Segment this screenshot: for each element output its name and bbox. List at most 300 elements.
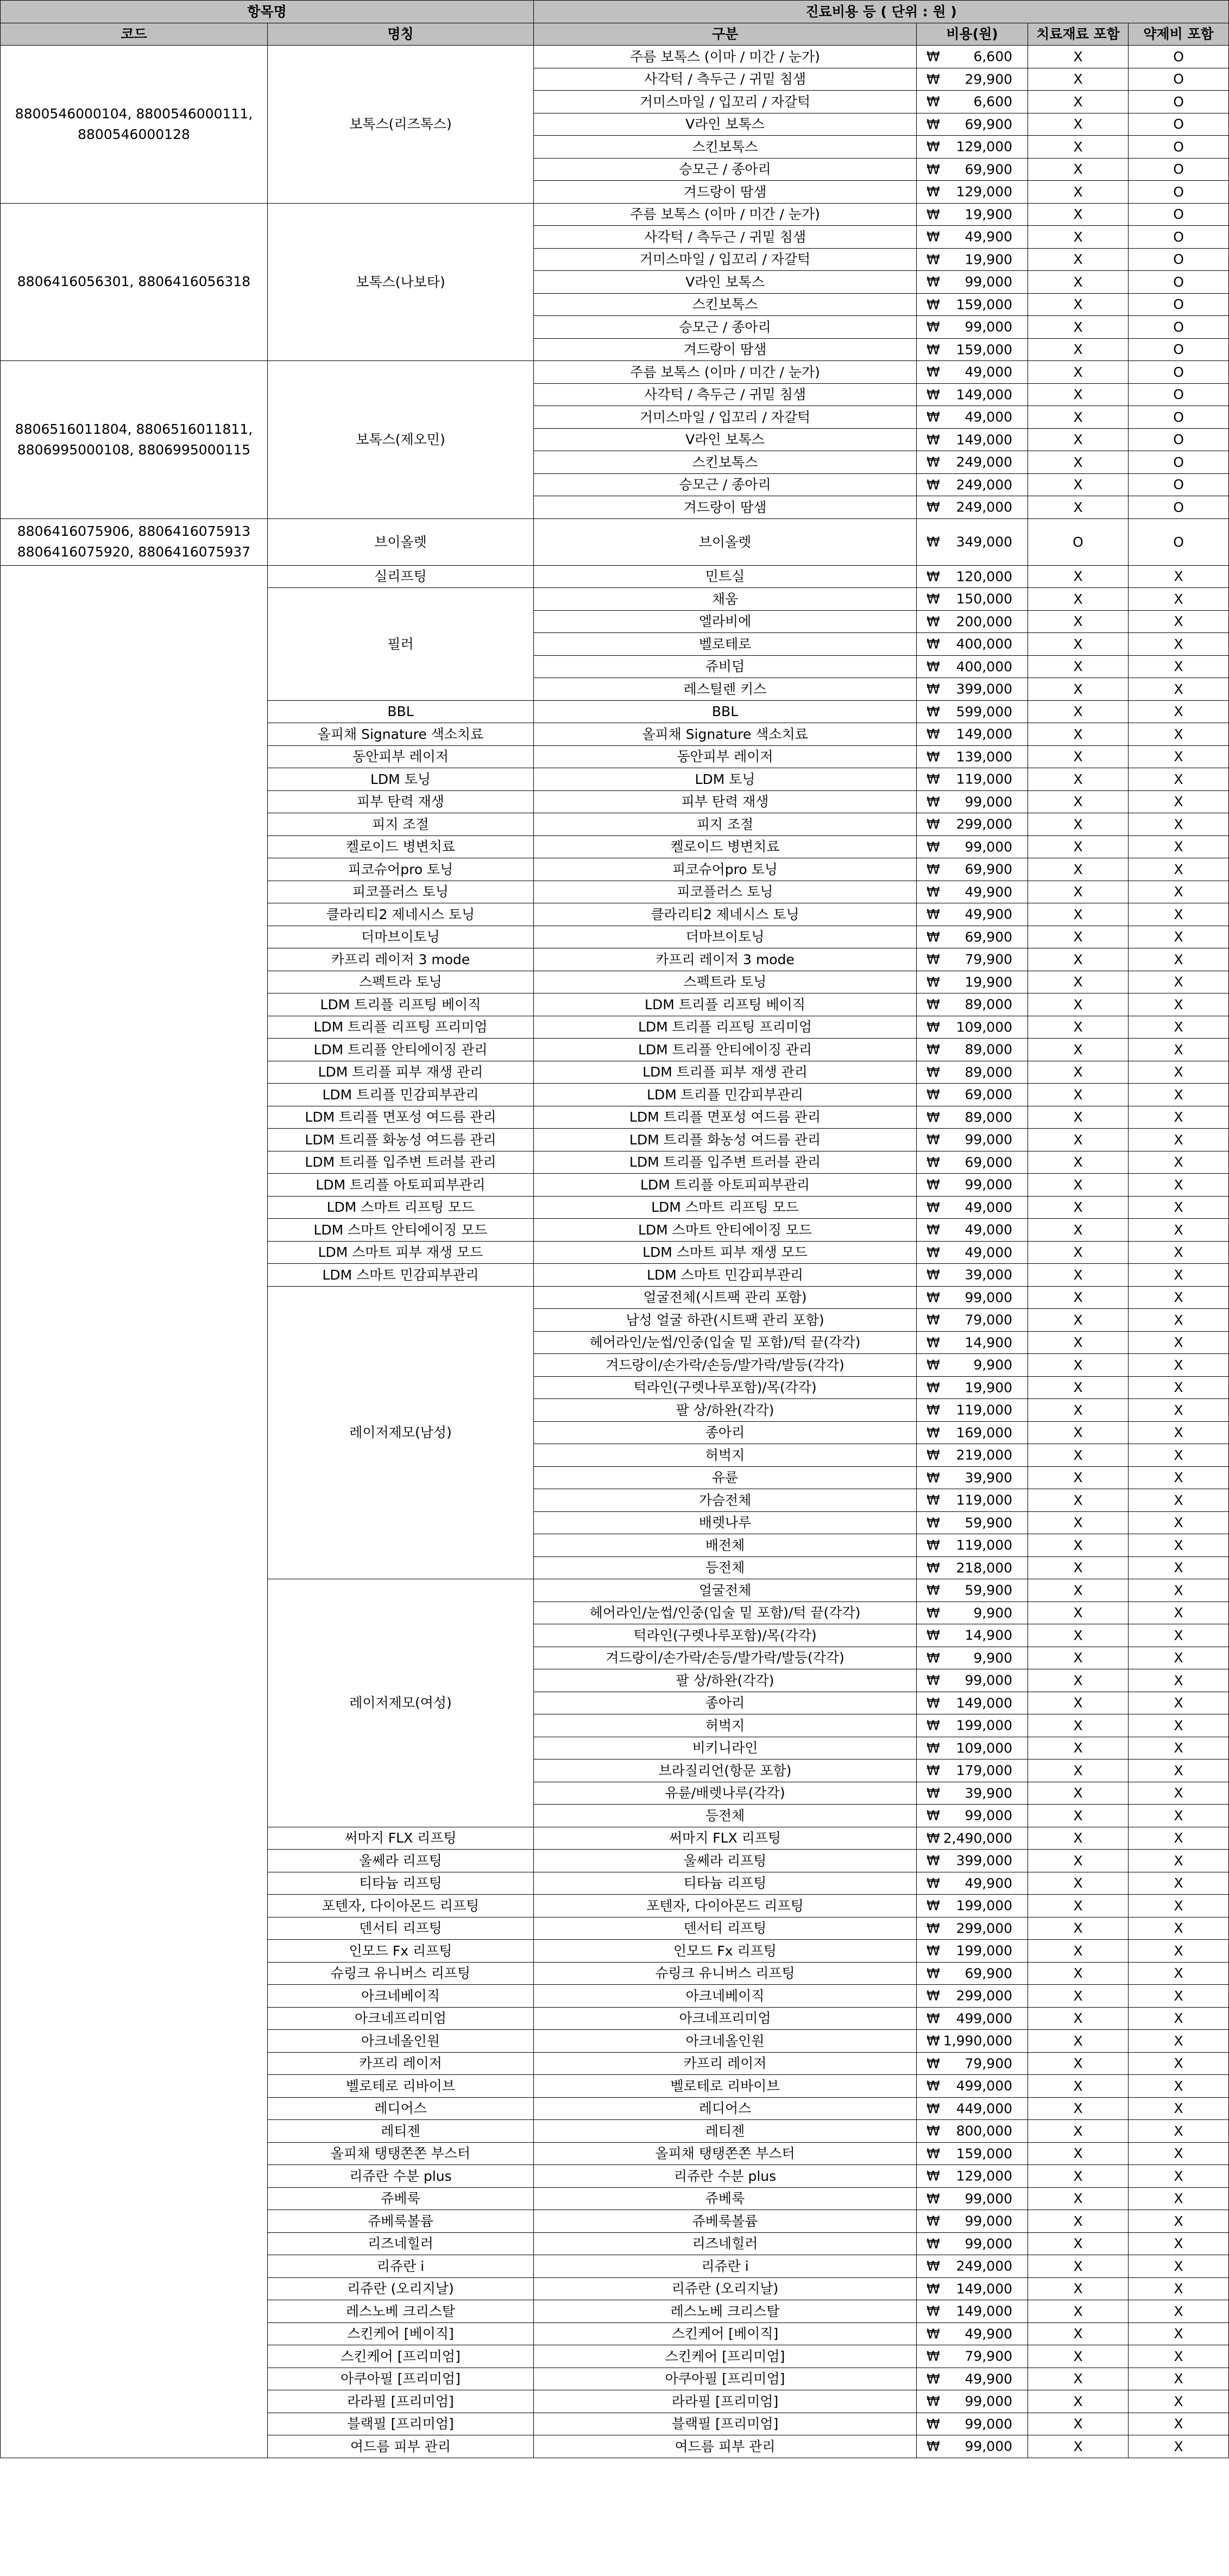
- currency-symbol: ₩: [927, 659, 940, 675]
- cost-cell: [917, 1421, 1028, 1444]
- category-cell: 남성 얼굴 하관(시트팩 관리 포함): [534, 1309, 917, 1332]
- material-cell: X: [1028, 1309, 1129, 1332]
- header-name: 명칭: [268, 23, 534, 46]
- drug-cell: X: [1129, 1219, 1229, 1242]
- name-cell: 스펙트라 토닝: [268, 971, 534, 993]
- category-cell: 승모근 / 종아리: [534, 316, 917, 339]
- cost-value: 49,000: [965, 409, 1013, 425]
- cost-value: 219,000: [956, 1447, 1013, 1463]
- cost-value: 99,000: [965, 1176, 1013, 1193]
- cost-value: 89,000: [965, 1109, 1013, 1125]
- name-cell: 라라필 [프리미엄]: [268, 2390, 534, 2413]
- category-cell: 주름 보톡스 (이마 / 미간 / 눈가): [534, 46, 917, 68]
- cost-cell: [917, 2075, 1028, 2098]
- cost-value: 9,900: [973, 1605, 1013, 1621]
- drug-cell: X: [1129, 813, 1229, 836]
- code-cell: [1, 361, 268, 519]
- currency-symbol: ₩: [927, 1221, 940, 1238]
- header-column-row: [1, 23, 1229, 46]
- currency-symbol: ₩: [927, 206, 940, 223]
- cost-cell: [917, 903, 1028, 926]
- currency-symbol: ₩: [927, 2033, 940, 2049]
- cost-value: 69,900: [965, 116, 1013, 132]
- category-cell: 벨로테로 리바이브: [534, 2075, 917, 2098]
- name-cell: 스킨케어 [프리미엄]: [268, 2345, 534, 2368]
- name-cell: 켈로이드 병변치료: [268, 836, 534, 858]
- cost-value: 109,000: [956, 1740, 1013, 1756]
- drug-cell: X: [1129, 1106, 1229, 1129]
- header-category: 구분: [534, 23, 917, 46]
- material-cell: X: [1028, 293, 1129, 316]
- cost-value: 89,000: [965, 996, 1013, 1012]
- currency-symbol: ₩: [927, 432, 940, 448]
- material-cell: X: [1028, 813, 1129, 836]
- currency-symbol: ₩: [927, 1334, 940, 1351]
- currency-symbol: ₩: [927, 161, 940, 178]
- cost-cell: [917, 1579, 1028, 1602]
- currency-symbol: ₩: [927, 591, 940, 607]
- material-cell: X: [1028, 1556, 1129, 1579]
- cost-cell: [917, 1399, 1028, 1422]
- cost-value: 49,900: [965, 229, 1013, 245]
- cost-value: 400,000: [956, 636, 1013, 652]
- cost-value: 249,000: [956, 454, 1013, 470]
- drug-cell: O: [1129, 496, 1229, 519]
- currency-symbol: ₩: [927, 1672, 940, 1688]
- material-cell: X: [1028, 1872, 1129, 1895]
- category-cell: 겨드랑이/손가락/손등/발가락/발등(각각): [534, 1354, 917, 1377]
- cost-value: 249,000: [956, 499, 1013, 515]
- drug-cell: X: [1129, 1196, 1229, 1219]
- table-row: [1, 565, 1229, 588]
- material-cell: X: [1028, 1084, 1129, 1106]
- cost-cell: [917, 2322, 1028, 2345]
- currency-symbol: ₩: [927, 1965, 940, 1982]
- material-cell: X: [1028, 1624, 1129, 1647]
- cost-value: 29,900: [965, 71, 1013, 87]
- currency-symbol: ₩: [927, 1379, 940, 1396]
- currency-symbol: ₩: [927, 2348, 940, 2364]
- category-cell: 슈링크 유니버스 리프팅: [534, 1962, 917, 1985]
- material-cell: X: [1028, 2345, 1129, 2368]
- category-cell: 스킨케어 [프리미엄]: [534, 2345, 917, 2368]
- currency-symbol: ₩: [927, 1176, 940, 1193]
- cost-cell: [917, 768, 1028, 791]
- category-cell: 팔 상/하완(각각): [534, 1399, 917, 1422]
- drug-cell: X: [1129, 655, 1229, 678]
- currency-symbol: ₩: [927, 1515, 940, 1531]
- drug-cell: X: [1129, 2345, 1229, 2368]
- material-cell: X: [1028, 1286, 1129, 1309]
- header-item-group: 항목명: [1, 1, 534, 23]
- material-cell: X: [1028, 338, 1129, 361]
- drug-cell: X: [1129, 2075, 1229, 2098]
- material-cell: X: [1028, 1962, 1129, 1985]
- category-cell: 티타늄 리프팅: [534, 1872, 917, 1895]
- cost-cell: [917, 2255, 1028, 2278]
- cost-cell: [917, 723, 1028, 746]
- material-cell: X: [1028, 2322, 1129, 2345]
- category-cell: 유륜: [534, 1466, 917, 1489]
- currency-symbol: ₩: [927, 2168, 940, 2184]
- cost-value: 120,000: [956, 568, 1013, 585]
- cost-cell: [917, 1917, 1028, 1940]
- cost-value: 6,600: [973, 93, 1013, 110]
- currency-symbol: ₩: [927, 499, 940, 515]
- material-cell: X: [1028, 496, 1129, 519]
- name-cell: LDM 트리플 화농성 여드름 관리: [268, 1129, 534, 1151]
- cost-value: 49,900: [965, 906, 1013, 922]
- material-cell: X: [1028, 836, 1129, 858]
- category-cell: 피코플러스 토닝: [534, 881, 917, 903]
- material-cell: X: [1028, 361, 1129, 384]
- drug-cell: X: [1129, 610, 1229, 633]
- category-cell: 등전체: [534, 1805, 917, 1827]
- drug-cell: X: [1129, 948, 1229, 971]
- name-cell: LDM 트리플 아토피피부관리: [268, 1174, 534, 1197]
- cost-cell: [917, 2007, 1028, 2030]
- cost-value: 200,000: [956, 613, 1013, 630]
- currency-symbol: ₩: [927, 1762, 940, 1778]
- code-line: 8800546000104, 8800546000111,: [15, 105, 253, 122]
- name-cell: 레이저제모(여성): [268, 1579, 534, 1827]
- drug-cell: X: [1129, 1805, 1229, 1827]
- drug-cell: X: [1129, 1579, 1229, 1602]
- material-cell: X: [1028, 1579, 1129, 1602]
- drug-cell: X: [1129, 1286, 1229, 1309]
- code-line: 8800546000128: [78, 126, 190, 142]
- name-cell: 카프리 레이저 3 mode: [268, 948, 534, 971]
- drug-cell: O: [1129, 226, 1229, 249]
- cost-value: 400,000: [956, 659, 1013, 675]
- drug-cell: X: [1129, 1647, 1229, 1669]
- code-cell: [1, 518, 268, 565]
- material-cell: X: [1028, 768, 1129, 791]
- name-cell: LDM 트리플 리프팅 프리미엄: [268, 1016, 534, 1039]
- cost-value: 499,000: [956, 2010, 1013, 2027]
- material-cell: X: [1028, 1827, 1129, 1850]
- name-cell: LDM 트리플 면포성 여드름 관리: [268, 1106, 534, 1129]
- category-cell: 아크네올인원: [534, 2030, 917, 2053]
- currency-symbol: ₩: [927, 296, 940, 313]
- drug-cell: X: [1129, 858, 1229, 881]
- material-cell: X: [1028, 1174, 1129, 1197]
- cost-value: 159,000: [956, 296, 1013, 313]
- category-cell: 쥬베룩볼륨: [534, 2210, 917, 2233]
- category-cell: V라인 보톡스: [534, 113, 917, 136]
- name-cell: 더마브이토닝: [268, 926, 534, 948]
- material-cell: X: [1028, 1917, 1129, 1940]
- material-cell: X: [1028, 1647, 1129, 1669]
- material-cell: X: [1028, 1354, 1129, 1377]
- cost-cell: [917, 971, 1028, 993]
- cost-cell: [917, 1669, 1028, 1692]
- currency-symbol: ₩: [927, 1560, 940, 1576]
- material-cell: X: [1028, 2390, 1129, 2413]
- cost-value: 218,000: [956, 1560, 1013, 1576]
- currency-symbol: ₩: [927, 839, 940, 855]
- currency-symbol: ₩: [927, 704, 940, 720]
- name-cell: 필러: [268, 588, 534, 701]
- name-cell: 올피채 탱탱쫀쫀 부스터: [268, 2142, 534, 2165]
- name-cell: 카프리 레이저: [268, 2052, 534, 2075]
- table-row: [1, 46, 1229, 68]
- currency-symbol: ₩: [927, 951, 940, 967]
- cost-cell: [917, 2052, 1028, 2075]
- material-cell: X: [1028, 1129, 1129, 1151]
- cost-value: 19,900: [965, 974, 1013, 990]
- material-cell: X: [1028, 248, 1129, 271]
- cost-value: 149,000: [956, 387, 1013, 403]
- category-cell: 등전체: [534, 1556, 917, 1579]
- currency-symbol: ₩: [927, 534, 940, 550]
- material-cell: X: [1028, 1466, 1129, 1489]
- cost-value: 2,490,000: [943, 1830, 1013, 1846]
- code-cell-empty: [1, 565, 268, 2458]
- cost-cell: [917, 1354, 1028, 1377]
- cost-cell: [917, 1759, 1028, 1782]
- material-cell: X: [1028, 2255, 1129, 2278]
- cost-value: 299,000: [956, 816, 1013, 832]
- table-row: [1, 203, 1229, 226]
- cost-value: 19,900: [965, 1379, 1013, 1396]
- material-cell: X: [1028, 2120, 1129, 2143]
- cost-cell: [917, 383, 1028, 406]
- cost-value: 89,000: [965, 1041, 1013, 1058]
- cost-cell: [917, 1264, 1028, 1287]
- currency-symbol: ₩: [927, 568, 940, 585]
- category-cell: 리쥬란 (오리지날): [534, 2277, 917, 2300]
- material-cell: X: [1028, 91, 1129, 113]
- material-cell: X: [1028, 588, 1129, 611]
- category-cell: 벨로테로: [534, 633, 917, 656]
- category-cell: LDM 트리플 안티에이징 관리: [534, 1039, 917, 1061]
- cost-cell: [917, 1129, 1028, 1151]
- category-cell: 라라필 [프리미엄]: [534, 2390, 917, 2413]
- drug-cell: X: [1129, 2255, 1229, 2278]
- currency-symbol: ₩: [927, 771, 940, 787]
- material-cell: X: [1028, 316, 1129, 339]
- category-cell: 여드름 피부 관리: [534, 2435, 917, 2458]
- drug-cell: X: [1129, 1466, 1229, 1489]
- drug-cell: O: [1129, 181, 1229, 204]
- cost-value: 129,000: [956, 183, 1013, 200]
- drug-cell: X: [1129, 1129, 1229, 1151]
- cost-value: 79,900: [965, 2348, 1013, 2364]
- cost-cell: [917, 293, 1028, 316]
- currency-symbol: ₩: [927, 1402, 940, 1418]
- material-cell: X: [1028, 1895, 1129, 1917]
- category-cell: LDM 스마트 리프팅 모드: [534, 1196, 917, 1219]
- cost-cell: [917, 2232, 1028, 2255]
- category-cell: 아쿠아필 [프리미엄]: [534, 2368, 917, 2390]
- cost-cell: [917, 2142, 1028, 2165]
- cost-value: 49,900: [965, 884, 1013, 900]
- cost-cell: [917, 565, 1028, 588]
- name-cell: 리쥬란 (오리지날): [268, 2277, 534, 2300]
- drug-cell: X: [1129, 2210, 1229, 2233]
- category-cell: 채움: [534, 588, 917, 611]
- currency-symbol: ₩: [927, 1627, 940, 1643]
- table-row: [1, 361, 1229, 384]
- cost-value: 14,900: [965, 1334, 1013, 1351]
- cost-cell: [917, 655, 1028, 678]
- cost-cell: [917, 2187, 1028, 2210]
- drug-cell: X: [1129, 1556, 1229, 1579]
- currency-symbol: ₩: [927, 1920, 940, 1936]
- category-cell: 브라질리언(항문 포함): [534, 1759, 917, 1782]
- name-cell: 아쿠아필 [프리미엄]: [268, 2368, 534, 2390]
- code-line: 8806416075920, 8806416075937: [17, 544, 251, 560]
- cost-cell: [917, 1827, 1028, 1850]
- currency-symbol: ₩: [927, 183, 940, 200]
- currency-symbol: ₩: [927, 1199, 940, 1216]
- drug-cell: X: [1129, 1985, 1229, 2008]
- cost-value: 150,000: [956, 591, 1013, 607]
- category-cell: 아크네프리미엄: [534, 2007, 917, 2030]
- material-cell: X: [1028, 473, 1129, 496]
- cost-cell: [917, 2165, 1028, 2188]
- cost-value: 69,000: [965, 1086, 1013, 1103]
- drug-cell: X: [1129, 678, 1229, 701]
- cost-value: 119,000: [956, 1402, 1013, 1418]
- material-cell: X: [1028, 678, 1129, 701]
- cost-value: 800,000: [956, 2123, 1013, 2139]
- cost-cell: [917, 1940, 1028, 1963]
- category-cell: 헤어라인/눈썹/인중(입술 밑 포함)/턱 끝(각각): [534, 1602, 917, 1624]
- material-cell: X: [1028, 2007, 1129, 2030]
- name-cell: 레스노베 크리스탈: [268, 2300, 534, 2323]
- cost-value: 99,000: [965, 319, 1013, 335]
- currency-symbol: ₩: [927, 974, 940, 990]
- cost-cell: [917, 1737, 1028, 1759]
- category-cell: 포텐자, 다이아몬드 리프팅: [534, 1895, 917, 1917]
- code-cell: [1, 46, 268, 204]
- drug-cell: X: [1129, 1151, 1229, 1174]
- currency-symbol: ₩: [927, 1807, 940, 1824]
- cost-value: 9,900: [973, 1650, 1013, 1666]
- material-cell: X: [1028, 655, 1129, 678]
- material-cell: X: [1028, 68, 1129, 91]
- currency-symbol: ₩: [927, 116, 940, 132]
- material-cell: X: [1028, 633, 1129, 656]
- name-cell: 쥬베룩볼륨: [268, 2210, 534, 2233]
- drug-cell: O: [1129, 271, 1229, 294]
- drug-cell: X: [1129, 2368, 1229, 2390]
- drug-cell: O: [1129, 451, 1229, 474]
- currency-symbol: ₩: [927, 2438, 940, 2454]
- drug-cell: X: [1129, 768, 1229, 791]
- material-cell: X: [1028, 1534, 1129, 1557]
- cost-value: 6,600: [973, 48, 1013, 65]
- drug-cell: X: [1129, 565, 1229, 588]
- cost-cell: [917, 518, 1028, 565]
- cost-value: 99,000: [965, 274, 1013, 290]
- cost-cell: [917, 2435, 1028, 2458]
- cost-cell: [917, 1309, 1028, 1332]
- cost-cell: [917, 1850, 1028, 1872]
- material-cell: X: [1028, 1692, 1129, 1714]
- cost-value: 119,000: [956, 771, 1013, 787]
- cost-cell: [917, 338, 1028, 361]
- category-cell: 스펙트라 토닝: [534, 971, 917, 993]
- drug-cell: X: [1129, 1511, 1229, 1534]
- currency-symbol: ₩: [927, 364, 940, 380]
- currency-symbol: ₩: [927, 1019, 940, 1035]
- material-cell: X: [1028, 46, 1129, 68]
- material-cell: X: [1028, 790, 1129, 813]
- material-cell: X: [1028, 2232, 1129, 2255]
- header-code: 코드: [1, 23, 268, 46]
- table-body: [1, 46, 1229, 2458]
- cost-cell: [917, 678, 1028, 701]
- drug-cell: X: [1129, 2322, 1229, 2345]
- category-cell: 얼굴전체(시트팩 관리 포함): [534, 1286, 917, 1309]
- material-cell: X: [1028, 2277, 1129, 2300]
- name-cell: 보톡스(리즈톡스): [268, 46, 534, 204]
- cost-cell: [917, 2368, 1028, 2390]
- material-cell: X: [1028, 2097, 1129, 2120]
- drug-cell: X: [1129, 971, 1229, 993]
- cost-value: 69,900: [965, 1965, 1013, 1982]
- cost-value: 99,000: [965, 839, 1013, 855]
- material-cell: O: [1028, 518, 1129, 565]
- drug-cell: X: [1129, 1534, 1229, 1557]
- cost-cell: [917, 1714, 1028, 1737]
- currency-symbol: ₩: [927, 1447, 940, 1463]
- cost-cell: [917, 1602, 1028, 1624]
- cost-value: 1,990,000: [943, 2033, 1013, 2049]
- drug-cell: X: [1129, 2187, 1229, 2210]
- category-cell: 거미스마일 / 입꼬리 / 자갈턱: [534, 406, 917, 429]
- cost-cell: [917, 700, 1028, 723]
- cost-value: 299,000: [956, 1920, 1013, 1936]
- currency-symbol: ₩: [927, 477, 940, 493]
- name-cell: LDM 스마트 안티에이징 모드: [268, 1219, 534, 1242]
- cost-cell: [917, 158, 1028, 181]
- category-cell: 비키니라인: [534, 1737, 917, 1759]
- name-cell: 아크네올인원: [268, 2030, 534, 2053]
- drug-cell: O: [1129, 428, 1229, 451]
- drug-cell: X: [1129, 1174, 1229, 1197]
- category-cell: 사각턱 / 측두근 / 귀밑 침샘: [534, 383, 917, 406]
- name-cell: 실리프팅: [268, 565, 534, 588]
- drug-cell: O: [1129, 136, 1229, 159]
- currency-symbol: ₩: [927, 681, 940, 697]
- cost-cell: [917, 1174, 1028, 1197]
- name-cell: 피코플러스 토닝: [268, 881, 534, 903]
- cost-cell: [917, 428, 1028, 451]
- cost-value: 149,000: [956, 432, 1013, 448]
- code-line: 8806416075906, 8806416075913: [17, 523, 251, 539]
- drug-cell: X: [1129, 2142, 1229, 2165]
- cost-cell: [917, 1647, 1028, 1669]
- drug-cell: X: [1129, 2007, 1229, 2030]
- category-cell: 피코슈어pro 토닝: [534, 858, 917, 881]
- drug-cell: X: [1129, 993, 1229, 1016]
- drug-cell: X: [1129, 1309, 1229, 1332]
- cost-value: 49,000: [965, 1244, 1013, 1261]
- drug-cell: X: [1129, 1872, 1229, 1895]
- cost-value: 159,000: [956, 341, 1013, 358]
- category-cell: 동안피부 레이저: [534, 745, 917, 768]
- name-cell: 인모드 Fx 리프팅: [268, 1940, 534, 1963]
- category-cell: BBL: [534, 700, 917, 723]
- material-cell: X: [1028, 881, 1129, 903]
- cost-value: 59,900: [965, 1515, 1013, 1531]
- cost-cell: [917, 2210, 1028, 2233]
- currency-symbol: ₩: [927, 93, 940, 110]
